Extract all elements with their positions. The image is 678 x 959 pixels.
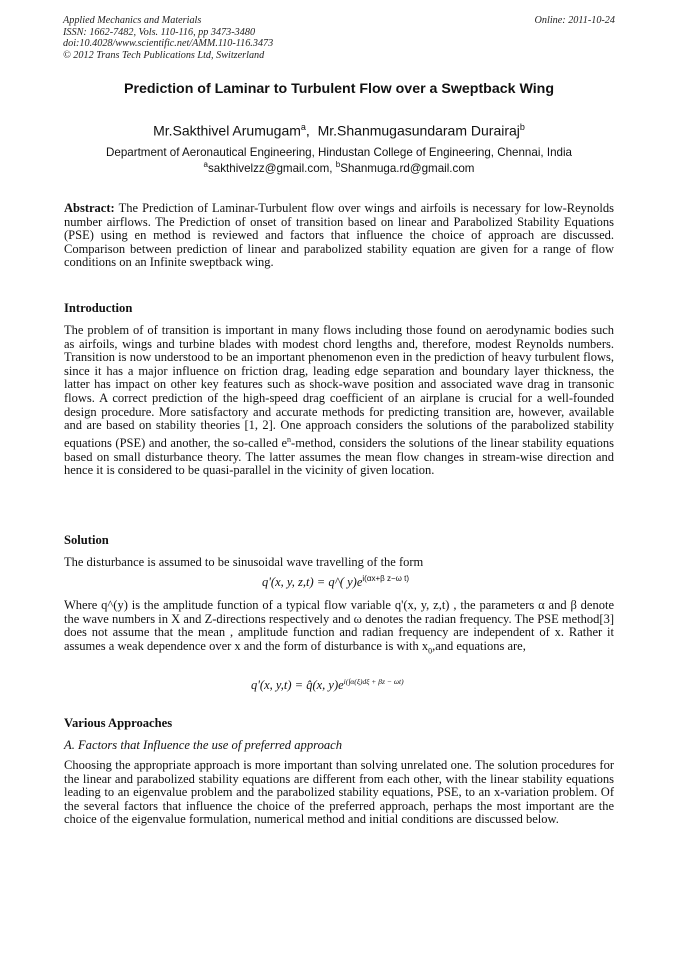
introduction-heading: Introduction	[64, 301, 133, 315]
abstract-label: Abstract:	[64, 201, 115, 215]
solution-text-b: ,and equations are,	[432, 638, 526, 653]
email-b: Shanmuga.rd@gmail.com	[340, 161, 475, 175]
solution-heading: Solution	[64, 533, 109, 547]
issn-line: ISSN: 1662-7482, Vols. 110-116, pp 3473-3480	[63, 26, 256, 38]
equation-1-exponent: i(αx+β z−ω t)	[362, 574, 409, 583]
email-b-sup: b	[335, 160, 341, 169]
introduction-text-1: The problem of of transition is important in many flows including those found on aerodynamic bodies such as airfoils, wings and turbine blades with modest chord lengths and, therefore, modest Reynolds numbers. Transition is now understood to be an important phenomenon even in the prediction of heavy turbulent flows, since it has a major influence on friction drag, leading edge separation and boundary layer thickness, the latter has impact on other key features such as shock-wave position and associated wave drag in transonic flows. A correct prediction of the high-speed drag coefficient of an airplane is crucial for a well-founded design procedure. More satisfactory and accurate methods for predicting transition are, however, available and are based on stability theories [1, 2]. One approach considers the solutions of the parabolized stability equations (PSE) and another, the so-called e	[64, 323, 614, 450]
equation-1-lhs: q'(x, y, z,t) =	[262, 575, 329, 590]
doi-line: doi:10.4028/www.scientific.net/AMM.110-116.3473	[63, 38, 274, 49]
equation-2-main: q'(x, y,t) = q̂(x, y)e	[251, 678, 344, 693]
approaches-subheading: A. Factors that Influence the use of preferred approach	[64, 738, 343, 752]
approaches-body: Choosing the appropriate approach is more important than solving unrelated one. The solution procedures for the linear and parabolized stability equations are different from each other, with the linear stability equations leading to an eigenvalue problem and the parabolized stability equations, PSE, to an x-variation problem. Of the several factors that influence the choice of the preferred approach, perhaps the most important are the choice of the eigenvalue formulation, numerical method and initial conditions are discussed below.	[64, 758, 614, 827]
solution-text-a: Where q^(y) is the amplitude function of a typical flow variable q'(x, y, z,t) , the parameters α and β denote the wave numbers in X and Z-directions respectively and ω denotes the radian frequency. The PSE method[3] does not assume that the mean , amplitude function and radian frequency are independent of x. Rather it assumes a weak dependence over x and the form of disturbance is with x	[64, 598, 614, 653]
solution-intro: The disturbance is assumed to be sinusoidal wave travelling of the form	[64, 555, 424, 569]
solution-body	[64, 599, 614, 658]
introduction-body	[64, 324, 614, 478]
introduction-sup: n	[287, 434, 292, 444]
author-1-sup: a	[300, 122, 306, 132]
author-2: Mr.Shanmugasundaram Durairaj	[317, 122, 520, 139]
email-a-sup: a	[203, 160, 208, 169]
paper-title: Prediction of Laminar to Turbulent Flow over a Sweptback Wing	[123, 81, 554, 97]
author-2-sup: b	[519, 122, 525, 132]
online-date: Online: 2011-10-24	[534, 15, 615, 26]
equation-1-rhs: q^( y)e	[328, 575, 363, 590]
email-line	[0, 160, 678, 175]
equation-2-exponent: i(∫α(ξ)dξ + βz − ωt)	[343, 677, 404, 686]
equation-1	[262, 574, 409, 590]
affiliation: Department of Aeronautical Engineering, Hindustan College of Engineering, Chennai, India	[106, 146, 572, 159]
introduction-text-2: -method, considers the solutions of the linear stability equations based on small disturbance theory. The latter assumes the mean flow changes in stream-wise direction and hence it is considered to be quasi-parallel in the vicinity of given location.	[64, 435, 614, 478]
email-a: sakthivelzz@gmail.com,	[208, 161, 333, 175]
copyright-line: © 2012 Trans Tech Publications Ltd, Switzerland	[63, 49, 265, 61]
author-line	[0, 122, 678, 139]
approaches-heading: Various Approaches	[64, 716, 173, 730]
author-separator: ,	[305, 122, 310, 139]
journal-header	[63, 15, 615, 61]
solution-sub: 0	[428, 646, 433, 656]
abstract-text: The Prediction of Laminar-Turbulent flow over wings and airfoils is necessary for low-Reynolds number airflows. The Prediction of onset of transition based on linear and Parabolized Stability Equations (PSE) using en method is reviewed and factors that influence the choice of approach are discussed. Comparison between prediction of linear and parabolized stability equation are given for a range of flow conditions on an Infinite sweptback wing.	[64, 201, 615, 270]
journal-name: Applied Mechanics and Materials	[63, 15, 202, 26]
author-1: Mr.Sakthivel Arumugam	[153, 122, 301, 139]
abstract	[64, 202, 614, 270]
equation-2	[251, 677, 404, 693]
